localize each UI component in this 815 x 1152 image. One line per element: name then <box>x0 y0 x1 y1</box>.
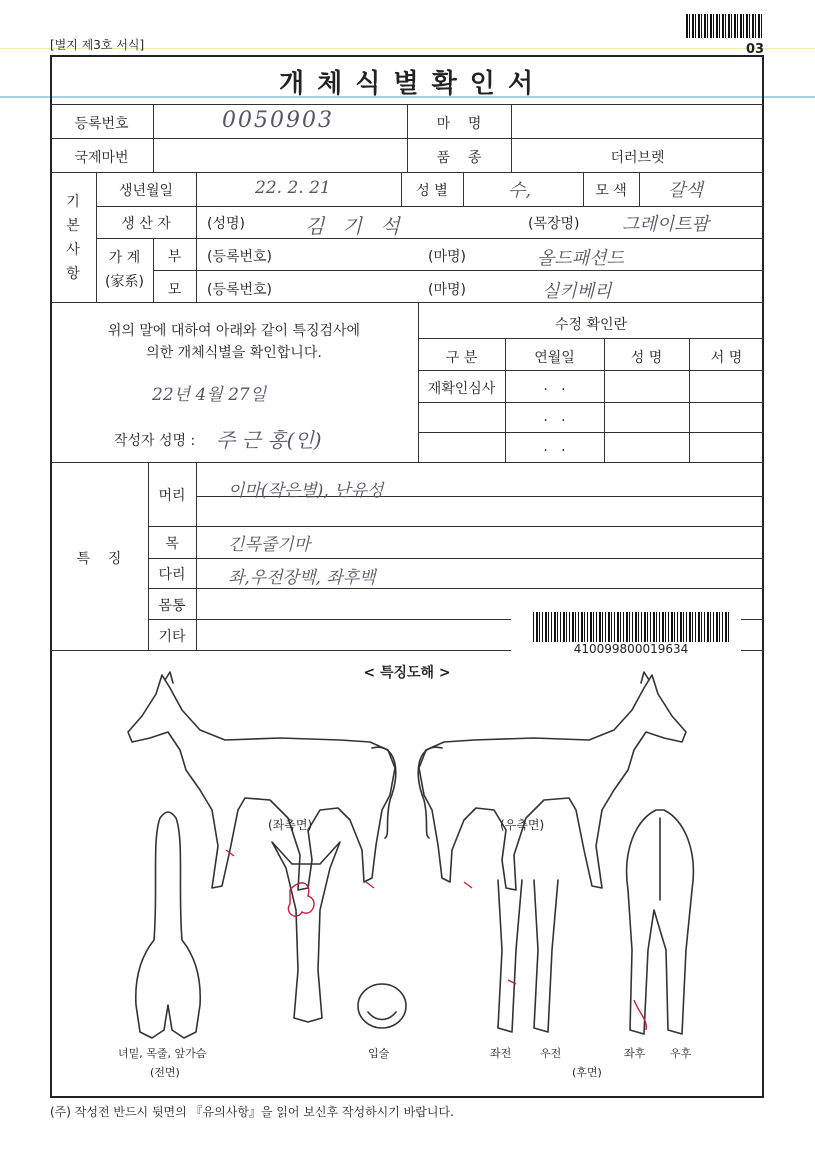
front-view-horse-drawing <box>136 812 200 1038</box>
front-legs-drawing <box>498 880 558 1032</box>
basic-label-char: 본 <box>66 218 80 234</box>
rear-caption: (후면) <box>572 1066 602 1079</box>
head-front-view-drawing <box>272 842 340 1022</box>
basic-label-char: 항 <box>66 266 80 282</box>
revision-row-label: 재확인심사 <box>427 381 496 397</box>
right-hind-caption: 우후 <box>670 1047 692 1060</box>
basic-label-char: 사 <box>66 242 80 258</box>
revision-title: 수정 확인란 <box>554 317 628 333</box>
front-caption-1: 녀밑, 목줄, 앞가슴 <box>118 1047 207 1060</box>
lip-caption: 입술 <box>368 1047 390 1060</box>
registration-number-value: 0050903 <box>222 108 334 133</box>
legs-value: 좌,우전장백, 좌후백 <box>228 568 376 588</box>
form-number: [별지 제3호 서식] <box>50 38 145 52</box>
horse-name-label: 마 명 <box>436 116 482 132</box>
left-side-horse-drawing <box>128 672 396 890</box>
confirm-date-value: 22년 4월 27일 <box>152 385 267 405</box>
revision-date-dots: . . <box>543 409 566 425</box>
left-side-label: (좌측면) <box>268 818 313 832</box>
right-front-caption: 우전 <box>540 1047 562 1060</box>
sire-reg-label: (등록번호) <box>207 249 273 265</box>
red-markings <box>226 850 646 1030</box>
registration-number-label: 등록번호 <box>74 116 129 132</box>
other-label: 기타 <box>158 629 186 645</box>
coat-color-label: 모 색 <box>595 183 627 199</box>
horse-diagram <box>50 650 764 1096</box>
family-label <box>96 246 153 294</box>
revision-col-sign: 서 명 <box>710 350 743 366</box>
right-side-horse-drawing <box>418 672 686 890</box>
coat-color-value: 갈색 <box>668 180 703 201</box>
left-front-caption: 좌전 <box>490 1047 512 1060</box>
breeder-label: 생 산 자 <box>121 216 171 232</box>
ranch-name-value: 그레이트팜 <box>622 214 709 235</box>
sex-value: 수, <box>508 180 532 201</box>
breeder-name-value: 김 기 석 <box>305 214 406 238</box>
breed-label: 품 종 <box>436 150 482 166</box>
basic-label-char: 기 <box>66 194 80 210</box>
footer-note: (주) 작성전 반드시 뒷면의 『유의사항』을 읽어 보신후 작성하시기 바랍니다. <box>50 1105 454 1119</box>
breeder-name-label: (성명) <box>207 216 245 232</box>
dam-reg-label: (등록번호) <box>207 282 273 298</box>
page-title: 개 체 식 별 확 인 서 <box>278 69 536 99</box>
barcode-bars <box>533 612 729 642</box>
front-caption-2: (전면) <box>150 1066 180 1079</box>
head-label: 머리 <box>158 488 186 504</box>
dam-label: 모 <box>167 282 182 298</box>
left-hind-caption: 좌후 <box>624 1047 646 1060</box>
rear-view-horse-drawing <box>627 810 694 1034</box>
revision-date-dots: . . <box>543 439 566 455</box>
confirm-statement-line-2: 의한 개체식별을 확인합니다. <box>146 345 322 361</box>
top-barcode <box>686 14 762 38</box>
neck-value: 긴목줄기마 <box>228 535 311 555</box>
barcode-number: 410099800019634 <box>573 642 689 656</box>
sire-name-label: (마명) <box>428 249 466 265</box>
family-label-line: (家系) <box>105 274 144 290</box>
body-label: 몸통 <box>158 598 186 614</box>
family-label-line: 가 계 <box>108 250 141 266</box>
revision-col-name: 성 명 <box>630 350 663 366</box>
sire-label: 부 <box>167 249 182 265</box>
birth-date-label: 생년월일 <box>118 183 174 199</box>
ranch-name-label: (목장명) <box>528 216 580 232</box>
legs-label: 다리 <box>158 567 186 583</box>
breed-value: 더러브렛 <box>610 150 665 166</box>
head-value: 이마(작은별), 난유성 <box>228 481 384 501</box>
sire-name-value: 올드패션드 <box>537 248 624 269</box>
page-number: 03 <box>746 42 765 57</box>
neck-label: 목 <box>165 536 179 552</box>
right-side-label: (우측면) <box>500 818 545 832</box>
author-value: 주 근 홍(인) <box>216 428 322 452</box>
dam-name-label: (마명) <box>428 282 466 298</box>
confirm-statement-line-1: 위의 말에 대하여 아래와 같이 특징검사에 <box>107 323 361 339</box>
author-label: 작성자 성명 : <box>114 433 196 449</box>
revision-col-date: 연월일 <box>534 350 575 366</box>
sex-label: 성 별 <box>416 183 448 199</box>
revision-col-type: 구 분 <box>445 350 478 366</box>
birth-date-value: 22. 2. 21 <box>255 178 331 198</box>
basic-section-label <box>50 190 96 286</box>
lips-drawing <box>358 984 406 1028</box>
revision-date-dots: . . <box>543 378 566 394</box>
features-section-label: 특 징 <box>76 551 122 567</box>
intl-number-label: 국제마번 <box>74 150 129 166</box>
dam-name-value: 실키베리 <box>542 281 612 302</box>
diagram-title: < 특징도해 > <box>363 665 451 681</box>
